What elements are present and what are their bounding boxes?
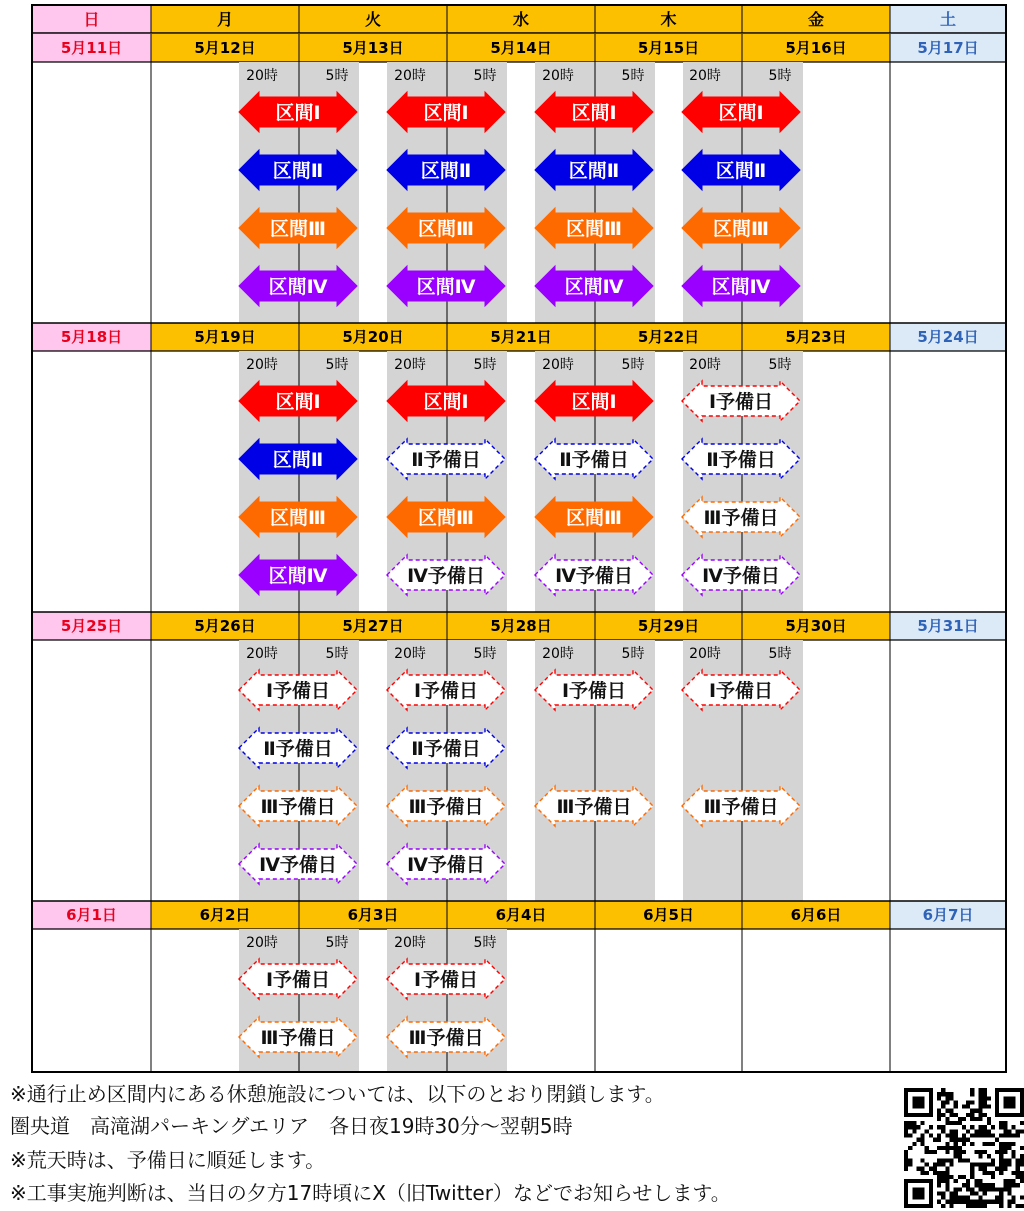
date-label: 5月31日 <box>917 617 979 635</box>
week-row <box>32 612 1006 901</box>
arrow-label: 区間Ⅳ <box>268 276 328 298</box>
reserve-arrow <box>682 555 800 595</box>
reserve-arrow <box>387 959 505 999</box>
arrow-label: 区間Ⅰ <box>718 102 764 124</box>
closure-arrow <box>387 92 505 132</box>
date-label: 5月17日 <box>917 39 979 57</box>
date-label: 5月11日 <box>60 39 123 57</box>
closure-arrow <box>682 150 800 190</box>
closure-arrow <box>387 150 505 190</box>
arrow-label: 区間Ⅱ <box>272 449 324 471</box>
date-label: 5月12日 <box>194 39 256 57</box>
time-start-label: 20時 <box>246 646 278 662</box>
time-end-label: 5時 <box>473 646 497 662</box>
date-label: 5月19日 <box>194 328 256 346</box>
closure-arrow <box>387 381 505 421</box>
closure-arrow <box>387 497 505 537</box>
time-start-label: 20時 <box>542 68 574 84</box>
arrow-label: 区間Ⅳ <box>564 276 624 298</box>
arrow-label: Ⅳ予備日 <box>555 565 633 587</box>
date-label: 5月18日 <box>60 328 123 346</box>
reserve-arrow <box>682 786 800 826</box>
closure-arrow <box>239 208 357 248</box>
closure-arrow <box>239 555 357 595</box>
closure-arrow <box>682 208 800 248</box>
closure-arrow <box>239 92 357 132</box>
arrow-label: Ⅰ予備日 <box>413 969 479 991</box>
time-start-label: 20時 <box>542 357 574 373</box>
reserve-arrow <box>239 786 357 826</box>
reserve-arrow <box>682 497 800 537</box>
arrow-label: Ⅱ予備日 <box>411 738 481 760</box>
week-row <box>32 323 1006 612</box>
time-start-label: 20時 <box>394 646 426 662</box>
arrow-label: 区間Ⅱ <box>715 160 767 182</box>
time-end-label: 5時 <box>768 646 792 662</box>
closure-arrow <box>535 497 653 537</box>
reserve-arrow <box>682 670 800 710</box>
closure-arrow <box>387 266 505 306</box>
time-start-label: 20時 <box>394 68 426 84</box>
closure-arrow <box>239 150 357 190</box>
weekday-label: 金 <box>807 10 825 29</box>
week-row <box>32 901 1006 1072</box>
date-label: 6月6日 <box>790 906 842 924</box>
arrow-label: 区間Ⅰ <box>423 102 469 124</box>
closure-arrow <box>682 92 800 132</box>
date-label: 5月20日 <box>342 328 404 346</box>
date-label: 5月27日 <box>342 617 404 635</box>
arrow-label: 区間Ⅲ <box>270 218 326 240</box>
date-label: 5月22日 <box>637 328 700 346</box>
note-announcement: ※工事実施判断は、当日の夕方17時頃にX（旧Twitter）などでお知らせします。 <box>10 1181 731 1205</box>
reserve-arrow <box>387 670 505 710</box>
reserve-arrow <box>387 844 505 884</box>
arrow-label: 区間Ⅱ <box>420 160 472 182</box>
time-end-label: 5時 <box>473 68 497 84</box>
time-end-label: 5時 <box>621 357 645 373</box>
arrow-label: Ⅰ予備日 <box>561 680 627 702</box>
reserve-arrow <box>387 439 505 479</box>
arrow-label: Ⅳ予備日 <box>407 565 485 587</box>
arrow-label: Ⅲ予備日 <box>260 796 336 818</box>
time-end-label: 5時 <box>768 68 792 84</box>
closure-arrow <box>239 497 357 537</box>
date-label: 5月29日 <box>637 617 700 635</box>
reserve-arrow <box>239 728 357 768</box>
date-label: 6月7日 <box>922 906 974 924</box>
closure-arrow <box>387 208 505 248</box>
arrow-label: Ⅰ予備日 <box>413 680 479 702</box>
arrow-label: 区間Ⅱ <box>272 160 324 182</box>
arrow-label: Ⅰ予備日 <box>265 969 331 991</box>
weekday-label: 月 <box>216 10 234 29</box>
date-label: 5月24日 <box>917 328 979 346</box>
arrow-label: Ⅰ予備日 <box>708 391 774 413</box>
arrow-label: Ⅳ予備日 <box>702 565 780 587</box>
date-label: 5月28日 <box>490 617 552 635</box>
time-start-label: 20時 <box>689 357 721 373</box>
weekday-label: 木 <box>660 10 677 29</box>
closure-arrow <box>535 150 653 190</box>
reserve-arrow <box>239 670 357 710</box>
date-label: 6月3日 <box>347 906 399 924</box>
arrow-label: 区間Ⅲ <box>713 218 769 240</box>
date-label: 5月30日 <box>785 617 847 635</box>
time-start-label: 20時 <box>394 935 426 951</box>
reserve-arrow <box>387 1017 505 1057</box>
reserve-arrow <box>535 786 653 826</box>
arrow-label: 区間Ⅰ <box>275 391 321 413</box>
time-start-label: 20時 <box>542 646 574 662</box>
time-end-label: 5時 <box>621 68 645 84</box>
reserve-arrow <box>387 786 505 826</box>
arrow-label: 区間Ⅲ <box>418 507 474 529</box>
arrow-label: 区間Ⅳ <box>268 565 328 587</box>
arrow-label: Ⅲ予備日 <box>703 796 779 818</box>
time-end-label: 5時 <box>473 935 497 951</box>
date-label: 5月14日 <box>490 39 552 57</box>
date-label: 5月16日 <box>785 39 847 57</box>
closure-arrow <box>239 439 357 479</box>
reserve-arrow <box>535 555 653 595</box>
closure-arrow <box>535 92 653 132</box>
date-label: 6月2日 <box>199 906 251 924</box>
arrow-label: Ⅱ予備日 <box>411 449 481 471</box>
reserve-arrow <box>387 728 505 768</box>
time-start-label: 20時 <box>689 646 721 662</box>
arrow-label: 区間Ⅲ <box>566 507 622 529</box>
date-label: 6月5日 <box>643 906 694 924</box>
note-bad-weather: ※荒天時は、予備日に順延します。 <box>10 1148 326 1172</box>
arrow-label: 区間Ⅰ <box>275 102 321 124</box>
closure-arrow <box>535 381 653 421</box>
date-label: 5月13日 <box>342 39 404 57</box>
date-label: 5月21日 <box>490 328 552 346</box>
reserve-arrow <box>387 555 505 595</box>
closure-arrow <box>239 381 357 421</box>
weekday-label: 日 <box>83 10 100 29</box>
time-start-label: 20時 <box>246 935 278 951</box>
reserve-arrow <box>239 1017 357 1057</box>
arrow-label: Ⅱ予備日 <box>559 449 629 471</box>
arrow-label: 区間Ⅲ <box>418 218 474 240</box>
arrow-label: 区間Ⅰ <box>571 391 617 413</box>
arrow-label: 区間Ⅳ <box>416 276 476 298</box>
arrow-label: Ⅱ予備日 <box>263 738 333 760</box>
time-end-label: 5時 <box>621 646 645 662</box>
arrow-label: Ⅳ予備日 <box>407 854 485 876</box>
arrow-label: Ⅳ予備日 <box>259 854 337 876</box>
closure-arrow <box>239 266 357 306</box>
arrow-label: Ⅰ予備日 <box>708 680 774 702</box>
note-parking-area-hours: 圏央道 高滝湖パーキングエリア 各日夜19時30分～翌朝5時 <box>10 1114 573 1138</box>
week-row <box>32 34 1006 323</box>
weekday-label: 火 <box>364 10 382 29</box>
time-start-label: 20時 <box>689 68 721 84</box>
arrow-label: Ⅲ予備日 <box>556 796 632 818</box>
time-end-label: 5時 <box>325 357 349 373</box>
time-start-label: 20時 <box>394 357 426 373</box>
date-label: 5月25日 <box>60 617 123 635</box>
arrow-label: Ⅱ予備日 <box>706 449 776 471</box>
arrow-label: Ⅲ予備日 <box>260 1027 336 1049</box>
arrow-label: 区間Ⅱ <box>568 160 620 182</box>
date-label: 5月23日 <box>785 328 847 346</box>
arrow-label: Ⅲ予備日 <box>408 1027 484 1049</box>
reserve-arrow <box>239 959 357 999</box>
weekday-label: 土 <box>939 10 957 29</box>
time-end-label: 5時 <box>325 68 349 84</box>
time-start-label: 20時 <box>246 357 278 373</box>
arrow-label: Ⅲ予備日 <box>703 507 779 529</box>
weekday-label: 水 <box>512 10 530 29</box>
arrow-label: 区間Ⅲ <box>270 507 326 529</box>
closure-arrow <box>535 208 653 248</box>
closure-arrow <box>535 266 653 306</box>
arrow-label: Ⅰ予備日 <box>265 680 331 702</box>
arrow-label: 区間Ⅳ <box>711 276 771 298</box>
reserve-arrow <box>535 670 653 710</box>
arrow-label: 区間Ⅰ <box>423 391 469 413</box>
time-end-label: 5時 <box>325 646 349 662</box>
date-label: 5月15日 <box>637 39 700 57</box>
note-rest-area-closure: ※通行止め区間内にある休憩施設については、以下のとおり閉鎖します。 <box>10 1082 665 1106</box>
time-end-label: 5時 <box>768 357 792 373</box>
reserve-arrow <box>682 381 800 421</box>
arrow-label: Ⅲ予備日 <box>408 796 484 818</box>
date-label: 6月4日 <box>495 906 547 924</box>
reserve-arrow <box>535 439 653 479</box>
time-end-label: 5時 <box>473 357 497 373</box>
date-label: 6月1日 <box>66 906 117 924</box>
arrow-label: 区間Ⅰ <box>571 102 617 124</box>
date-label: 5月26日 <box>194 617 256 635</box>
time-end-label: 5時 <box>325 935 349 951</box>
time-start-label: 20時 <box>246 68 278 84</box>
arrow-label: 区間Ⅲ <box>566 218 622 240</box>
qr-code[interactable] <box>904 1088 1024 1208</box>
closure-arrow <box>682 266 800 306</box>
reserve-arrow <box>239 844 357 884</box>
reserve-arrow <box>682 439 800 479</box>
